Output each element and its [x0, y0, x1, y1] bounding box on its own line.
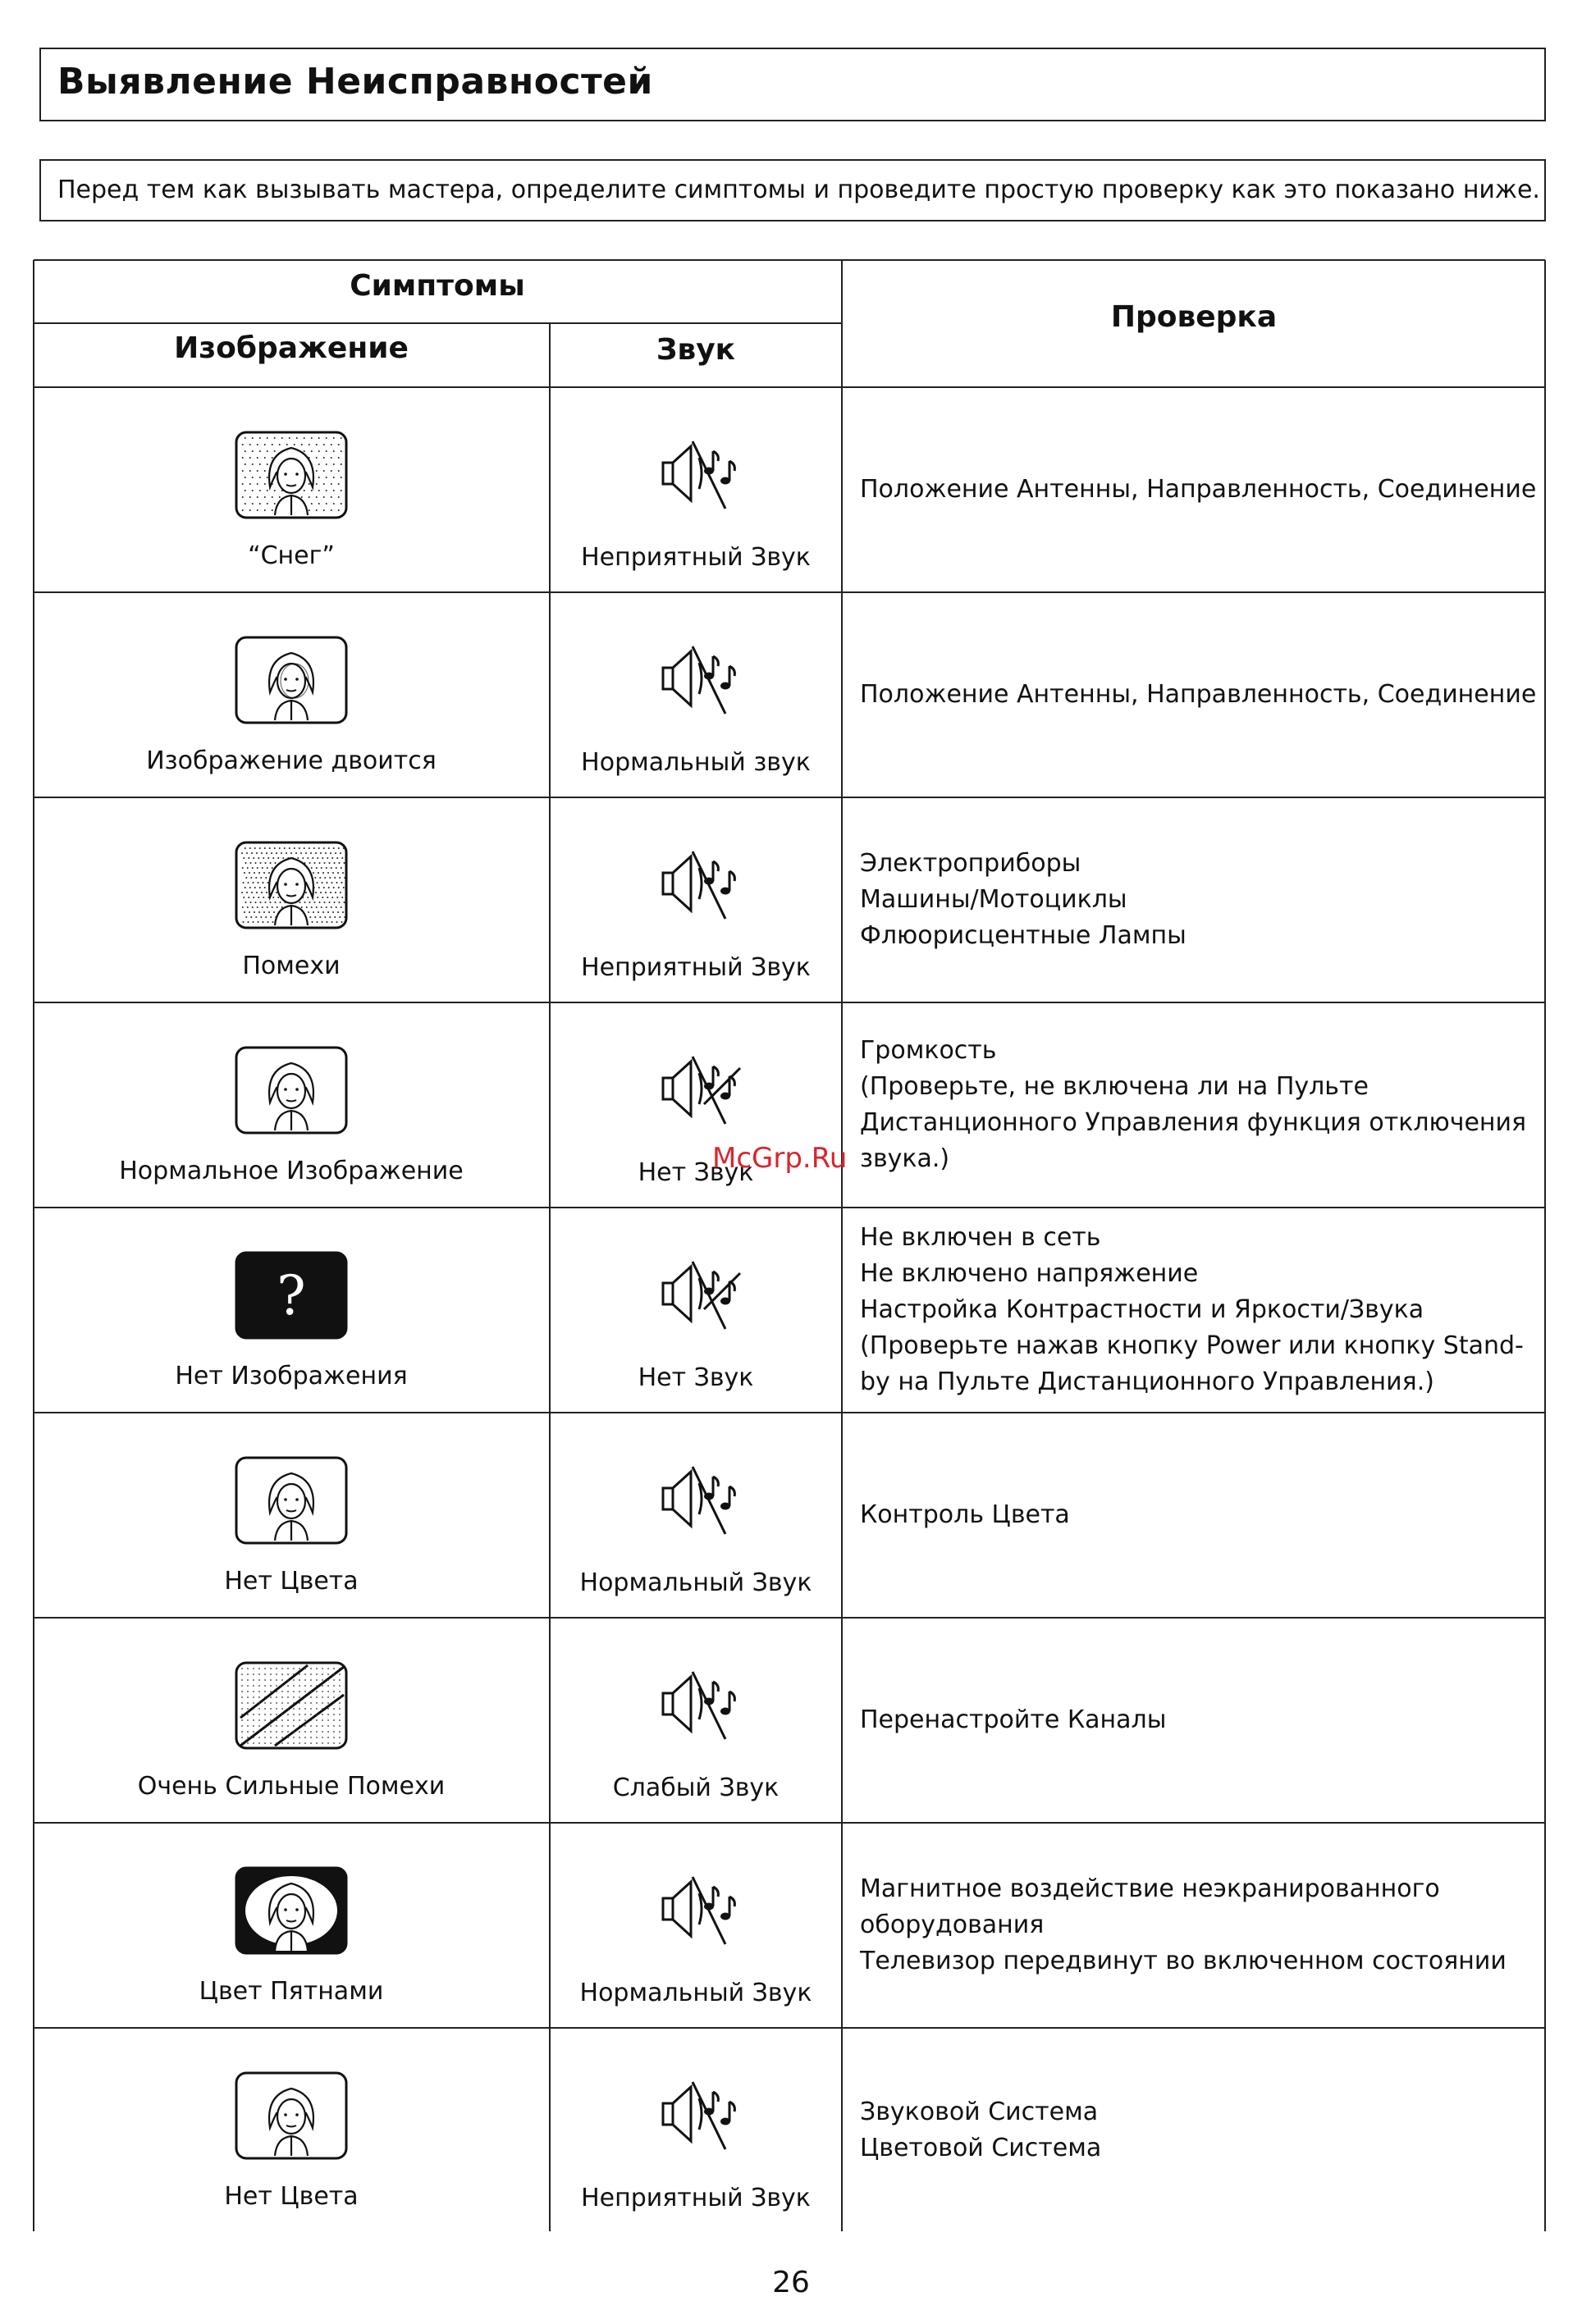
speaker-note-icon	[655, 1454, 745, 1547]
sound-label: Неприятный Звук	[581, 953, 811, 982]
sound-label: Нет Звук	[638, 1158, 754, 1187]
ghost-tv-icon	[234, 635, 349, 728]
check-line: Контроль Цвета	[860, 1500, 1070, 1529]
header-sound: Звук	[656, 333, 736, 367]
speaker-note-icon	[655, 838, 745, 932]
normal-tv-icon	[234, 1045, 349, 1139]
sound-label: Неприятный Звук	[581, 2184, 811, 2212]
speaker-note-icon	[655, 1659, 745, 1752]
watermark: McGrp.Ru	[712, 1142, 848, 1175]
check-line: Цветовой Система	[860, 2134, 1102, 2162]
stripes-tv-icon	[234, 1660, 349, 1754]
check-line: Не включен в сеть	[860, 1223, 1101, 1252]
speaker-mute-icon	[655, 1043, 745, 1137]
check-line: Звуковой Система	[860, 2098, 1099, 2126]
blotch-tv-icon	[234, 1865, 349, 1959]
check-line: (Проверьте нажав кнопку Power или кнопку Stand-	[860, 1331, 1524, 1360]
check-line: оборудования	[860, 1911, 1045, 1939]
sound-label: Нет Звук	[638, 1363, 754, 1392]
check-line: Громкость	[860, 1036, 997, 1065]
picture-label: Цвет Пятнами	[199, 1977, 384, 2006]
header-check: Проверка	[1110, 300, 1278, 334]
check-line: звука.)	[860, 1144, 950, 1173]
check-line: Положение Антенны, Направленность, Соединение	[860, 680, 1537, 709]
check-line: (Проверьте, не включена ли на Пульте	[860, 1072, 1369, 1101]
check-line: Настройка Контрастности и Яркости/Звука	[860, 1295, 1424, 1324]
normal-tv-icon	[234, 1455, 349, 1549]
snow-tv-icon	[234, 430, 349, 523]
speaker-note-icon	[655, 633, 745, 727]
check-line: Машины/Мотоциклы	[860, 885, 1127, 914]
title-box	[39, 48, 1546, 121]
check-line: Электроприборы	[860, 849, 1081, 878]
header-picture: Изображение	[174, 331, 409, 365]
speaker-note-icon	[655, 428, 745, 522]
check-line: Перенастройте Каналы	[860, 1705, 1167, 1734]
picture-label: Нет Цвета	[224, 1567, 359, 1596]
page-title: Выявление Неисправностей	[57, 61, 653, 103]
check-line: Не включено напряжение	[860, 1259, 1199, 1288]
sound-label: Слабый Звук	[612, 1774, 780, 1802]
picture-label: Очень Сильные Помехи	[137, 1772, 446, 1801]
check-line: Дистанционного Управления функция отключения	[860, 1108, 1527, 1137]
header-symptoms: Симптомы	[350, 269, 525, 303]
question-tv-icon	[234, 1250, 349, 1344]
speaker-mute-icon	[655, 1249, 745, 1342]
speaker-note-icon	[655, 1864, 745, 1957]
sound-label: Нормальный Звук	[579, 1979, 812, 2007]
check-line: by на Пульте Дистанционного Управления.)	[860, 1367, 1434, 1396]
picture-label: Нет Изображения	[175, 1362, 408, 1390]
check-line: Магнитное воздействие неэкранированного	[860, 1874, 1440, 1903]
intro-box	[39, 159, 1546, 221]
sound-label: Нормальный звук	[581, 748, 811, 777]
picture-label: Нет Цвета	[224, 2182, 359, 2211]
picture-label: Изображение двоится	[146, 747, 437, 775]
picture-label: Помехи	[242, 952, 341, 980]
normal-tv-icon	[234, 2071, 349, 2164]
picture-label: “Снег”	[248, 541, 335, 570]
troubleshooting-table	[33, 259, 1546, 2231]
page-number: 26	[772, 2266, 810, 2299]
speaker-note-icon	[655, 2069, 745, 2162]
sound-label: Нормальный Звук	[579, 1568, 812, 1597]
intro-text: Перед тем как вызывать мастера, определите симптомы и проведите простую проверку как это показано ниже.	[57, 176, 1540, 204]
interference-tv-icon	[234, 840, 349, 934]
check-line: Флюорисцентные Лампы	[860, 921, 1186, 950]
check-line: Положение Антенны, Направленность, Соединение	[860, 475, 1537, 504]
svg-text:?: ?	[277, 1264, 306, 1327]
check-line: Телевизор передвинут во включенном состоянии	[860, 1947, 1507, 1975]
picture-label: Нормальное Изображение	[119, 1157, 464, 1185]
sound-label: Неприятный Звук	[581, 543, 811, 572]
